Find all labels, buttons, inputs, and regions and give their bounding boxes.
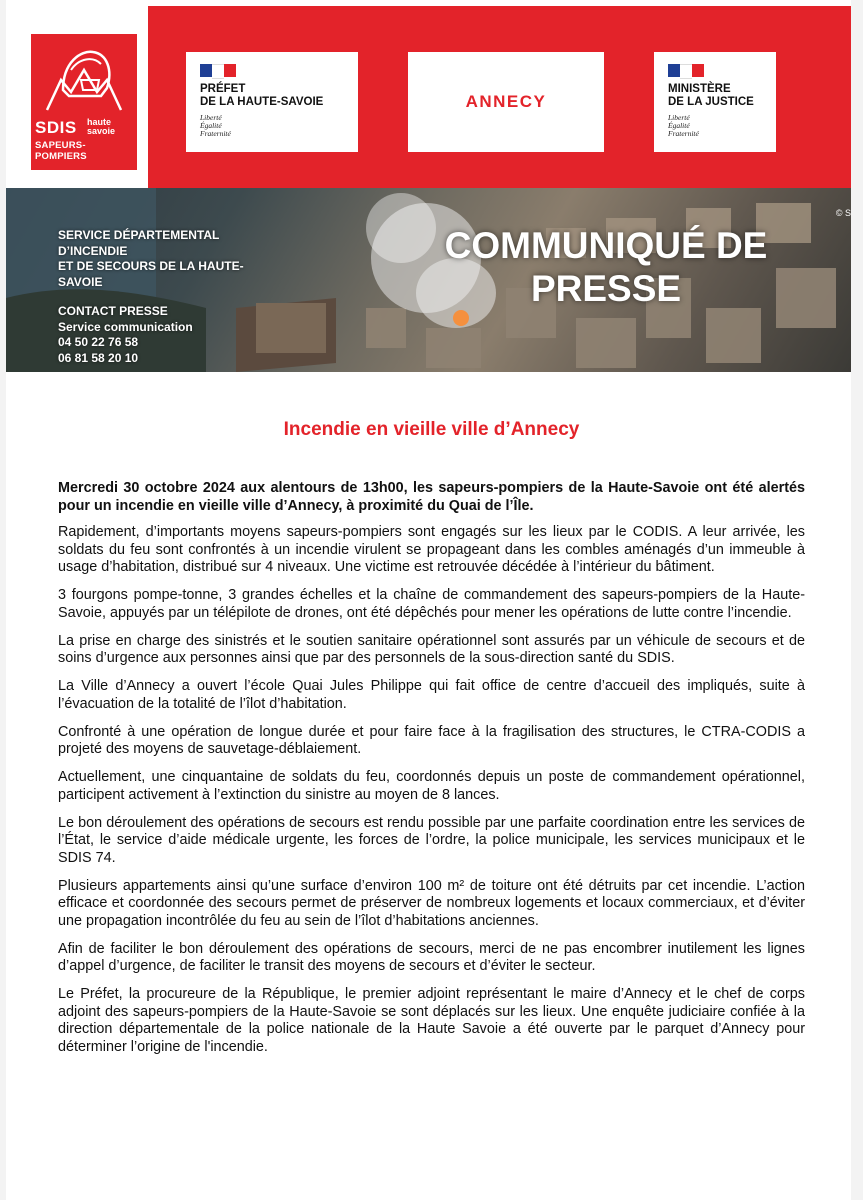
article-paragraph: 3 fourgons pompe-tonne, 3 grandes échelles et la chaîne de commandement des sapeurs-pompiers de la Haute-Savoie, appuyés par un télépilote de drones, ont été dépêchés pour mener les opérations de lutte contre l’incendie. bbox=[58, 587, 805, 621]
article-paragraph: Confronté à une opération de longue durée et pour faire face à la fragilisation des structures, le CTRA-CODIS a projeté des moyens de sauvetage-déblaiement. bbox=[58, 723, 805, 757]
article-paragraph: Afin de faciliter le bon déroulement des opérations de secours, merci de ne pas encombrer inutilement les lignes d’appel d’urgence, de faciliter le transit des moyens de secours et d’éviter le secteur. bbox=[58, 940, 805, 974]
justice-logo bbox=[654, 52, 776, 152]
service-name-line2: D’INCENDIE bbox=[58, 243, 128, 258]
annecy-logo: ANNECY bbox=[465, 92, 547, 111]
service-contact-block bbox=[58, 228, 288, 366]
article-lead: Mercredi 30 octobre 2024 aux alentours de 13h00, les sapeurs-pompiers de la Haute-Savoie ont été alertés pour un incendie en vieille ville d’Annecy, à proximité du Quai de l’Île. bbox=[58, 480, 805, 514]
justice-title: MINISTÈRE DE LA JUSTICE bbox=[668, 83, 754, 108]
prefet-motto: Liberté Égalité Fraternité bbox=[200, 113, 231, 138]
sdis-subtitle: SAPEURS-POMPIERS bbox=[35, 140, 87, 162]
service-name-line1: SERVICE DÉPARTEMENTAL bbox=[58, 228, 220, 242]
sdis-region: haute savoie bbox=[87, 117, 116, 136]
french-flag-icon bbox=[668, 64, 704, 77]
article-paragraph: Rapidement, d’importants moyens sapeurs-pompiers sont engagés sur les lieux par le CODIS. A leur arrivée, les soldats du feu sont confrontés à un incendie virulent se propageant dans les combles aménagés d’un immeuble à usage d’habitation, distribué sur 4 niveaux. Une victime est retrouvée décédée à l’intérieur du bâtiment. bbox=[58, 524, 805, 575]
firefighter-helmet-icon bbox=[41, 40, 127, 114]
article-paragraph: Le bon déroulement des opérations de secours est rendu possible par une parfaite coordination entre les services de l’État, le service d’aide médicale urgente, les forces de l’ordre, la police municipale, les services municipaux et le SDIS 74. bbox=[58, 814, 805, 866]
sdis-logo bbox=[31, 34, 137, 170]
french-flag-icon bbox=[200, 64, 236, 77]
prefet-title: PRÉFET DE LA HAUTE-SAVOIE bbox=[200, 83, 324, 108]
annecy-logo-card bbox=[408, 52, 604, 152]
contact-service: Service communication bbox=[58, 319, 193, 334]
contact-phone-1: 04 50 22 76 58 bbox=[58, 335, 139, 349]
contact-phone-2: 06 81 58 20 10 bbox=[58, 350, 139, 365]
sdis-logo-area bbox=[6, 6, 148, 188]
article-paragraph: Plusieurs appartements ainsi qu’une surface d’environ 100 m² de toiture ont été détruits par cet incendie. L’action efficace et coordonnée des secours permet de préserver de nombreux logements et locaux commerciaux, et d’éviter une propagation incontrôlée du feu au sein de l’îlot d’habitations anciennes. bbox=[58, 877, 805, 929]
contact-title: CONTACT PRESSE bbox=[58, 304, 168, 318]
press-release-title: COMMUNIQUÉ DE PRESSE bbox=[444, 225, 768, 309]
article-paragraph: Le Préfet, la procureure de la République, le premier adjoint représentant le maire d’Annecy et le chef de corps adjoint des sapeurs-pompiers de la Haute-Savoie se sont déplacés sur les lieux. Une enquête judiciaire confiée à la direction départementale de la police nationale de la Haute Savoie a été ouverte par le parquet d’Annecy pour déterminer l’origine de l'incendie. bbox=[58, 986, 805, 1055]
service-name-line4: SAVOIE bbox=[58, 274, 103, 289]
justice-motto: Liberté Égalité Fraternité bbox=[668, 113, 699, 138]
service-name-line3: ET DE SECOURS DE LA HAUTE- bbox=[58, 259, 244, 273]
article-body bbox=[58, 480, 805, 1067]
article-paragraph: La prise en charge des sinistrés et le soutien sanitaire opérationnel sont assurés par un véhicule de secours et de soins d’urgence aux personnes ainsi que par des personnels de la sous-direction santé du SDIS. bbox=[58, 632, 805, 666]
aerial-photo-banner bbox=[6, 188, 851, 372]
prefet-logo bbox=[186, 52, 358, 152]
photo-credit: © S bbox=[835, 208, 851, 218]
article-paragraph: La Ville d’Annecy a ouvert l’école Quai Jules Philippe qui fait office de centre d’accueil des impliqués, suite à l’évacuation de la totalité de l’îlot d’habitation. bbox=[58, 678, 805, 712]
page-edge-right bbox=[851, 0, 863, 1200]
sdis-name: SDIS bbox=[35, 118, 77, 137]
article-title: Incendie en vieille ville d’Annecy bbox=[283, 419, 580, 440]
article-paragraph: Actuellement, une cinquantaine de soldats du feu, coordonnés depuis un poste de commandement opérationnel, participent activement à l’extinction du sinistre au moyen de 8 lances. bbox=[58, 769, 805, 803]
